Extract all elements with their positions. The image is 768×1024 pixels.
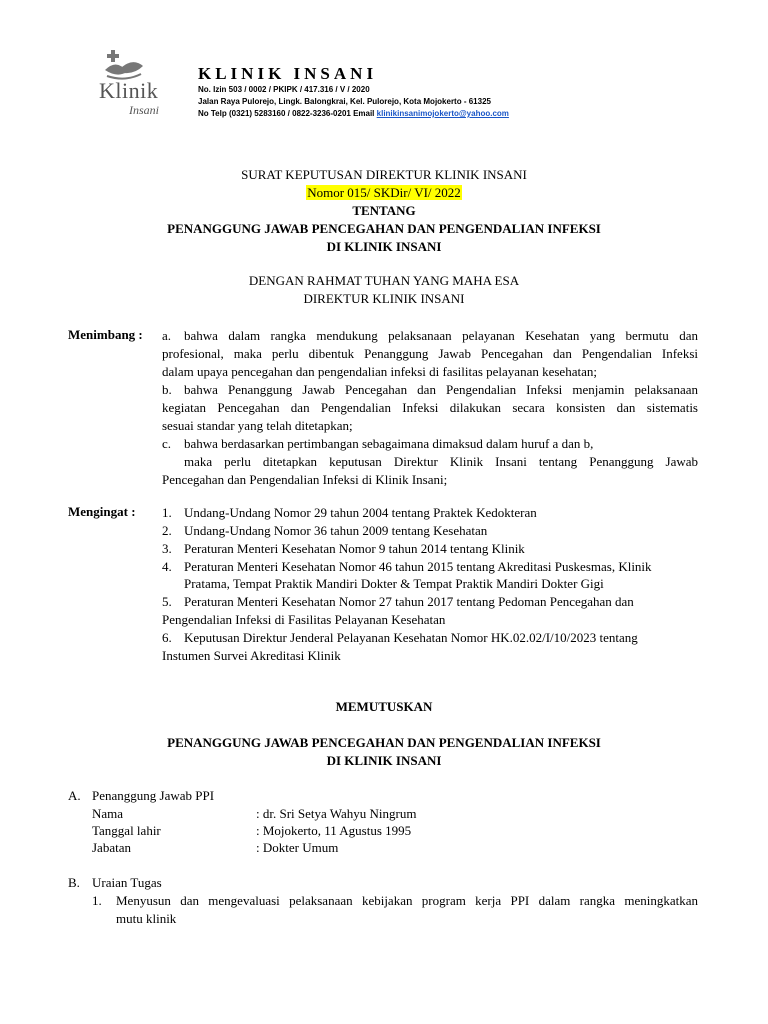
preamble-line-1: DENGAN RAHMAT TUHAN YANG MAHA ESA: [248, 273, 520, 288]
menimbang-c-line-2: maka perlu ditetapkan keputusan Direktur Klinik Insani tentang Penanggung Jawab: [184, 454, 698, 469]
jabatan-label: Jabatan: [92, 840, 131, 855]
mengingat-item-4: 4. Peraturan Menteri Kesehatan Nomor 46 tahun 2015 tentang Akreditasi Puskesmas, Klinik: [162, 559, 652, 574]
jabatan-value: : Dokter Umum: [256, 840, 339, 855]
mengingat-item-3: 3. Peraturan Menteri Kesehatan Nomor 9 tahun 2014 tentang Klinik: [162, 541, 525, 556]
preamble-line-2: DIREKTUR KLINIK INSANI: [303, 291, 465, 306]
menimbang-a-line-1: a. bahwa dalam rangka mendukung pelaksanaan pelayanan Kesehatan yang bermutu dan: [162, 328, 698, 343]
decision-subject-1: PENANGGUNG JAWAB PENCEGAHAN DAN PENGENDALIAN INFEKSI: [167, 735, 601, 750]
mengingat-item-6: 6. Keputusan Direktur Jenderal Pelayanan Kesehatan Nomor HK.02.02/I/10/2023 tentang: [162, 630, 638, 645]
decree-number: Nomor 015/ SKDir/ VI/ 2022: [307, 185, 461, 200]
task-1-line-2: mutu klinik: [116, 911, 177, 926]
section-a-title: Penanggung Jawab PPI: [92, 788, 215, 803]
mengingat-item-4-cont: Pratama, Tempat Praktik Mandiri Dokter & Tempat Praktik Mandiri Dokter Gigi: [184, 576, 604, 591]
decision-subject-2: DI KLINIK INSANI: [326, 753, 442, 768]
tanggal-lahir-value: : Mojokerto, 11 Agustus 1995: [256, 823, 412, 838]
mengingat-item-5-cont: Pengendalian Infeksi di Fasilitas Pelayanan Kesehatan: [162, 612, 446, 627]
menimbang-c-line-3: Pencegahan dan Pengendalian Infeksi di Klinik Insani;: [162, 472, 448, 487]
logo-word: Klinik: [99, 78, 159, 103]
mengingat-item-5: 5. Peraturan Menteri Kesehatan Nomor 27 tahun 2017 tentang Pedoman Pencegahan dan: [162, 594, 634, 609]
phone-text: No Telp (0321) 5283160 / 0822-3236-0201 Email: [198, 109, 377, 118]
menimbang-a-line-3: dalam upaya pencegahan dan pengendalian infeksi di fasilitas pelayanan kesehatan;: [162, 364, 597, 379]
menimbang-b-line-2: kegiatan Pencegahan dan Pengendalian Infeksi dilakukan secara konsisten dan sistematis: [162, 400, 698, 415]
menimbang-a-line-2: profesional, maka perlu dibentuk Penanggung Jawab Pencegahan dan Pengendalian Infeksi: [162, 346, 698, 361]
license-number: No. Izin 503 / 0002 / PKIPK / 417.316 / V / 2020: [198, 85, 370, 94]
clinic-contact: [198, 109, 509, 118]
menimbang-b-line-3: sesuai standar yang telah ditetapkan;: [162, 418, 353, 433]
menimbang-b-line-1: b. bahwa Penanggung Jawab Pencegahan dan Pengendalian Infeksi menjamin pelaksanaan: [162, 382, 698, 397]
mengingat-label: Mengingat :: [68, 504, 136, 519]
email-link[interactable]: klinikinsanimojokerto@yahoo.com: [376, 109, 509, 118]
section-b-title: Uraian Tugas: [92, 875, 162, 890]
tentang-heading: TENTANG: [352, 203, 416, 218]
task-1-number: 1.: [92, 893, 102, 908]
subject-line-1: PENANGGUNG JAWAB PENCEGAHAN DAN PENGENDALIAN INFEKSI: [167, 221, 601, 236]
nama-value: : dr. Sri Setya Wahyu Ningrum: [256, 806, 417, 821]
section-b-marker: B.: [68, 875, 80, 890]
decree-title: SURAT KEPUTUSAN DIREKTUR KLINIK INSANI: [241, 167, 527, 182]
decree-number-line: [0, 184, 768, 202]
clinic-logo: [95, 48, 180, 118]
section-a-marker: A.: [68, 788, 81, 803]
memutuskan-heading: MEMUTUSKAN: [335, 699, 433, 714]
tanggal-lahir-label: Tanggal lahir: [92, 823, 161, 838]
menimbang-label: Menimbang :: [68, 327, 143, 342]
subject-line-2: DI KLINIK INSANI: [326, 239, 442, 254]
mengingat-item-1: 1. Undang-Undang Nomor 29 tahun 2004 tentang Praktek Kedokteran: [162, 505, 537, 520]
clinic-name: KLINIK INSANI: [198, 64, 378, 83]
nama-label: Nama: [92, 806, 124, 821]
menimbang-c-line-1: c. bahwa berdasarkan pertimbangan sebagaimana dimaksud dalam huruf a dan b,: [162, 436, 594, 451]
mengingat-item-6-cont: Instumen Survei Akreditasi Klinik: [162, 648, 341, 663]
clinic-address: Jalan Raya Pulorejo, Lingk. Balongkrai, Kel. Pulorejo, Kota Mojokerto - 61325: [198, 97, 491, 106]
task-1-line-1: Menyusun dan mengevaluasi pelaksanaan kebijakan program kerja PPI dalam rangka meningkatkan: [116, 893, 698, 908]
logo-subword: Insani: [129, 103, 159, 117]
mengingat-item-2: 2. Undang-Undang Nomor 36 tahun 2009 tentang Kesehatan: [162, 523, 488, 538]
